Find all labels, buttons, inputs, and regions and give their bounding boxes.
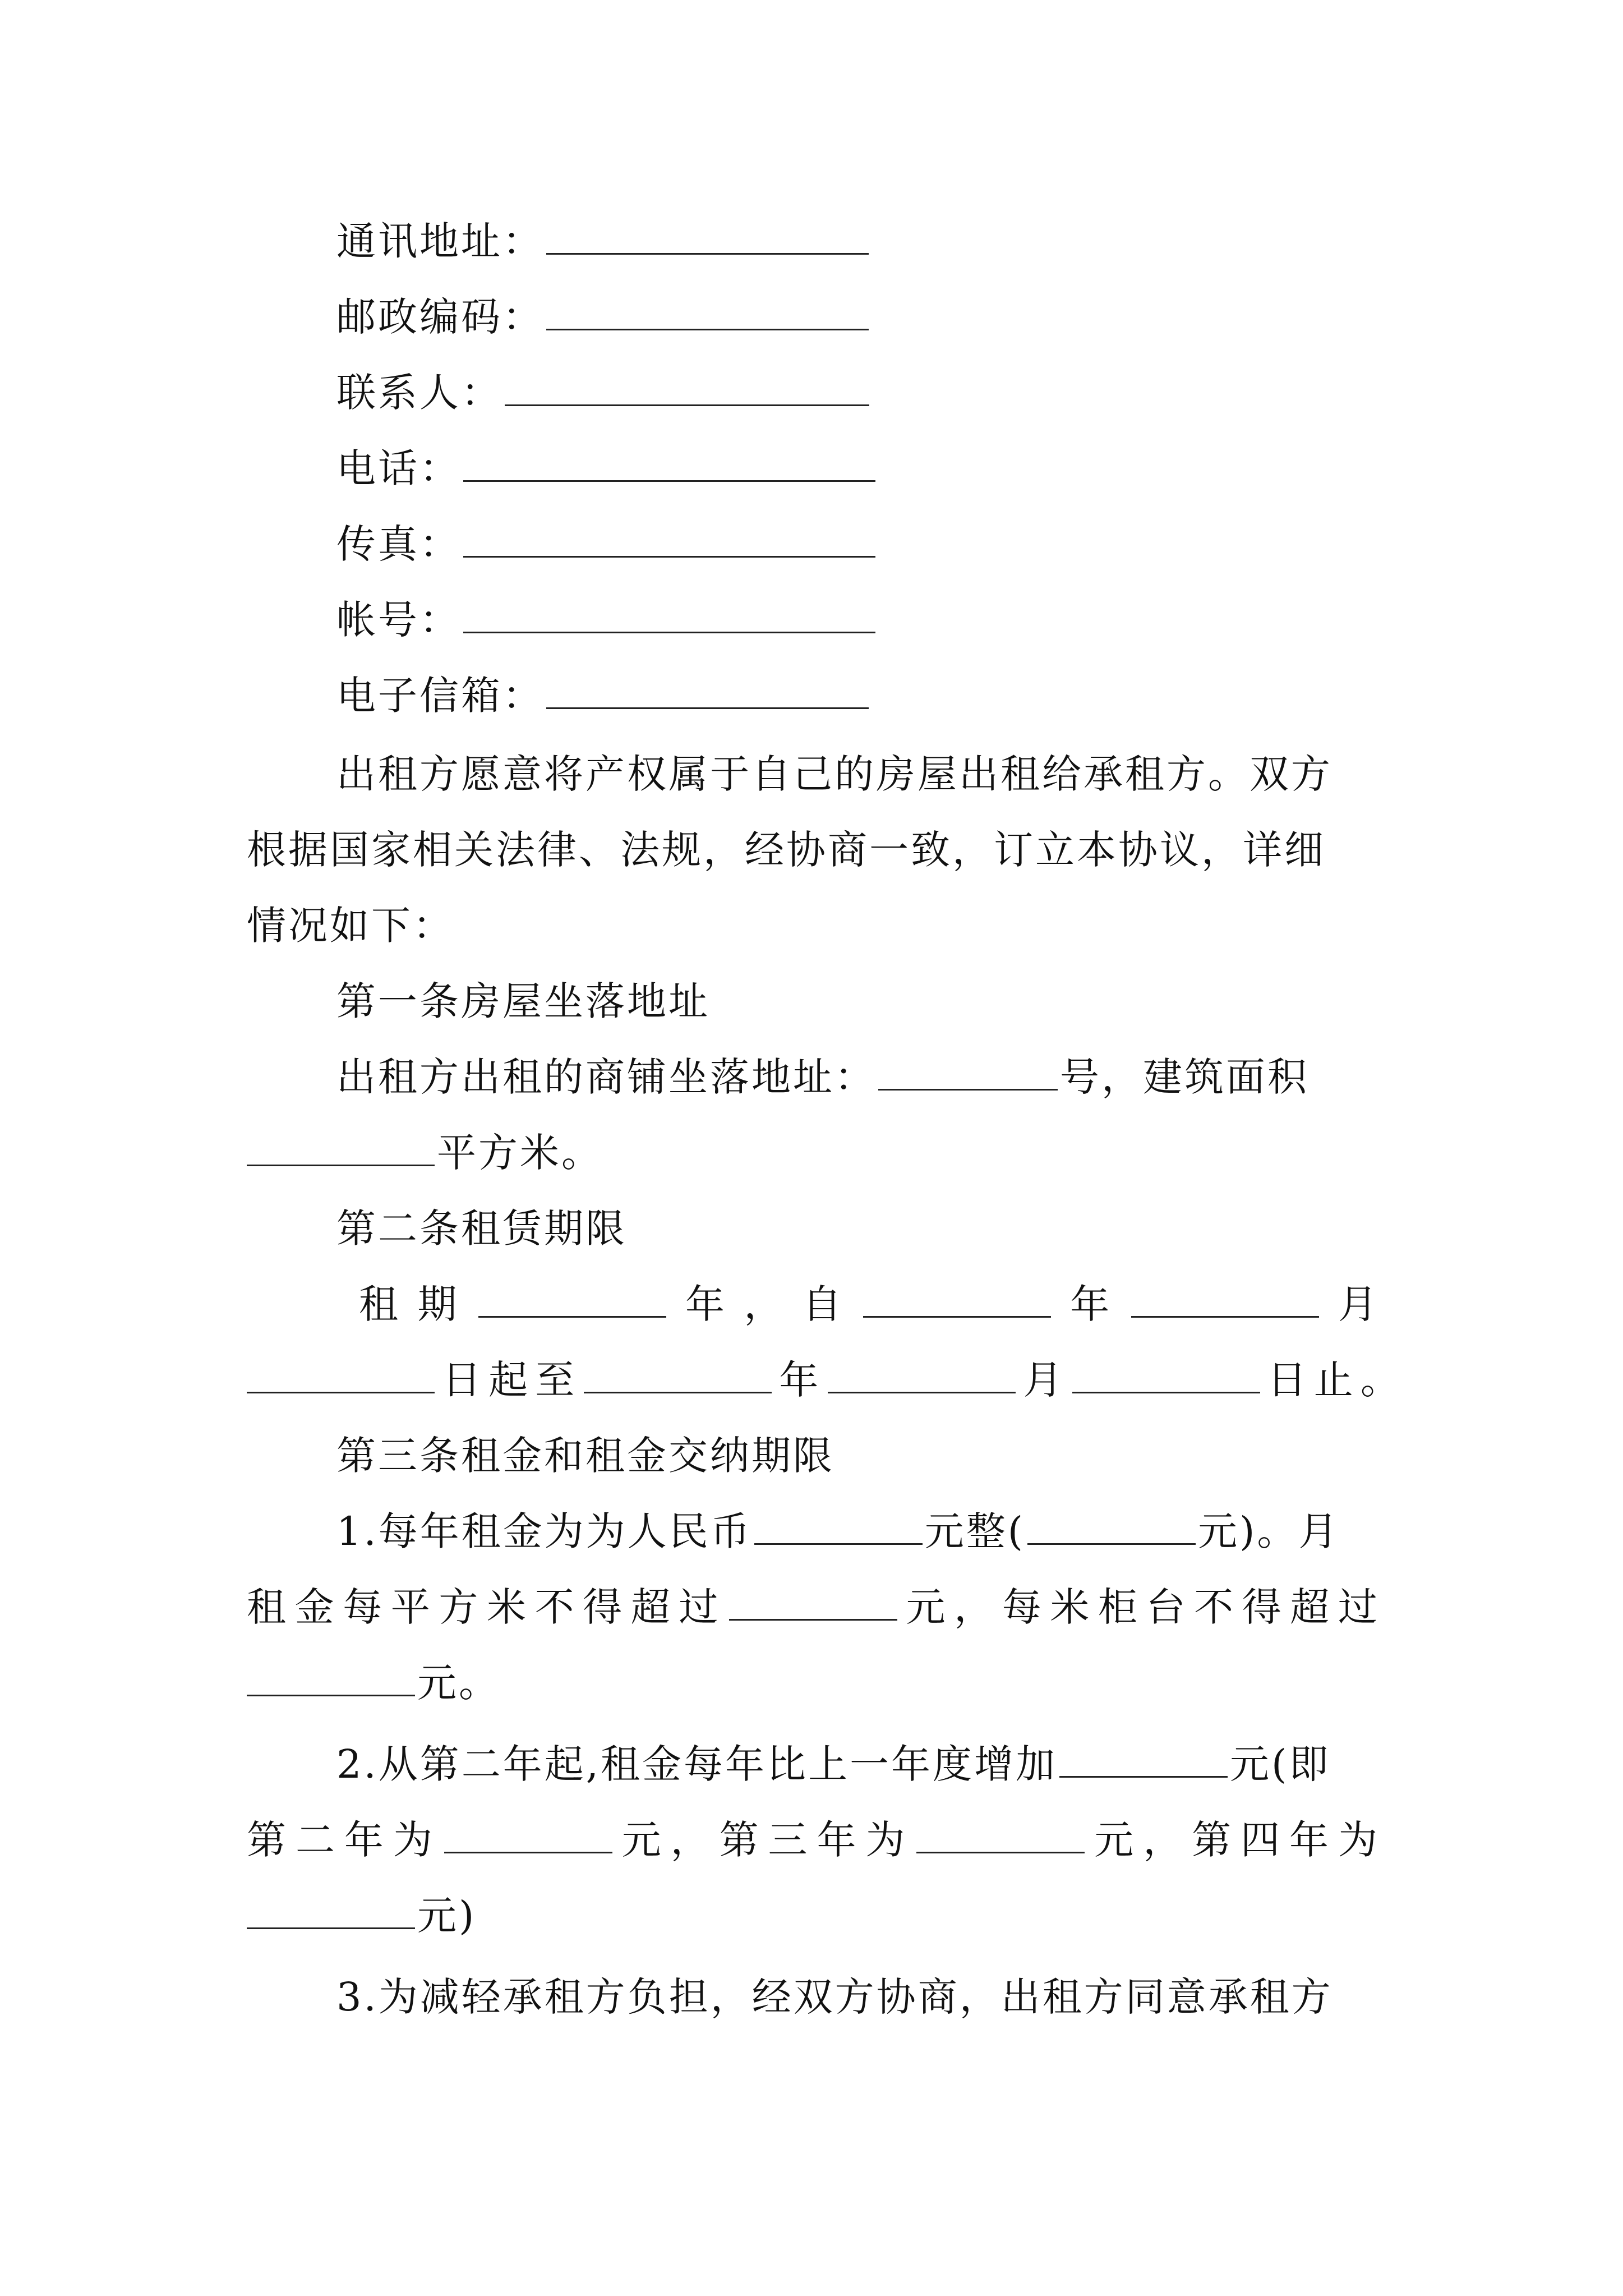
- annual-rent-figure-blank[interactable]: [1027, 1508, 1196, 1545]
- char: 年: [344, 1817, 386, 1863]
- char: 第: [1192, 1817, 1234, 1863]
- char: 元: [621, 1817, 663, 1863]
- start-year-unit: 年: [1070, 1281, 1112, 1327]
- intro-line-1: 出租方愿意将产权属于自己的房屋出租给承租方。双方: [336, 751, 1332, 797]
- fax-label: 传真：: [336, 521, 461, 567]
- char: 柜: [1098, 1584, 1140, 1630]
- email-blank[interactable]: [546, 673, 869, 709]
- article-1-line-2: [247, 1128, 1380, 1178]
- intro-line-3: 情况如下：: [247, 903, 454, 949]
- article-3-title: 第三条租金和租金交纳期限: [336, 1433, 834, 1479]
- start-zhi: 至: [535, 1357, 577, 1403]
- annual-rent-words-blank[interactable]: [754, 1508, 923, 1545]
- char: 租: [247, 1584, 288, 1630]
- email-field-row: [336, 670, 1380, 721]
- contact-blank[interactable]: [505, 370, 869, 406]
- end-period: 。: [1360, 1357, 1402, 1403]
- term-years-blank[interactable]: [478, 1281, 666, 1318]
- char: 元: [906, 1584, 948, 1630]
- account-blank[interactable]: [463, 597, 875, 633]
- char: ，: [954, 1584, 996, 1630]
- end-day-unit: 日: [1267, 1357, 1309, 1403]
- annual-rent-unit: 元整(: [924, 1508, 1026, 1554]
- phone-field-row: [336, 443, 1380, 494]
- end-day-blank[interactable]: [1072, 1357, 1260, 1393]
- start-month-blank[interactable]: [1131, 1281, 1319, 1318]
- article-3-item-3-line-1: 3.为减轻承租方负担，经双方协商，出租方同意承租方: [336, 1974, 1333, 2020]
- char: 每: [1002, 1584, 1044, 1630]
- account-label: 帐号：: [336, 597, 461, 643]
- phone-blank[interactable]: [463, 445, 875, 482]
- fax-blank[interactable]: [463, 521, 875, 558]
- end-year-unit: 年: [779, 1357, 821, 1403]
- term-year-unit: 年: [685, 1281, 727, 1327]
- char: 第: [719, 1817, 761, 1863]
- article-1-area-label: 号，建筑面积: [1060, 1054, 1309, 1100]
- address-label: 通讯地址：: [336, 218, 544, 264]
- article-1-line-1: [336, 1052, 1380, 1102]
- char: ，: [670, 1817, 712, 1863]
- char: 金: [294, 1584, 336, 1630]
- per-meter-counter-rent-blank[interactable]: [247, 1660, 415, 1696]
- article-1-address-label: 出租方出租的商铺坐落地址：: [336, 1054, 876, 1100]
- annual-rent-label: 1.每年租金为为人民币: [336, 1508, 752, 1554]
- start-month-unit: 月: [1338, 1281, 1380, 1327]
- char: 不: [534, 1584, 577, 1630]
- char: 元: [1094, 1817, 1136, 1863]
- char: 年: [1289, 1817, 1331, 1863]
- year-2-rent-blank[interactable]: [444, 1817, 612, 1853]
- char: 为: [865, 1817, 907, 1863]
- article-1-title: 第一条房屋坐落地址: [336, 978, 710, 1024]
- start-day-blank[interactable]: [247, 1357, 435, 1393]
- article-3-item-2-line-1: [336, 1739, 1380, 1789]
- article-2-line-1: [359, 1279, 1380, 1329]
- char: 米: [486, 1584, 528, 1630]
- intro-line-2: 根据国家相关法律、法规，经协商一致，订立本协议，详细: [247, 827, 1326, 873]
- article-3-item-1-line-3: [247, 1658, 1380, 1708]
- postcode-blank[interactable]: [546, 294, 869, 330]
- counter-rent-unit: 元。: [417, 1660, 500, 1706]
- contact-field-row: [336, 367, 1380, 418]
- address-field-row: [336, 216, 1380, 266]
- year-4-rent-unit: 元): [417, 1893, 477, 1939]
- yearly-increase-label: 2.从第二年起,租金每年比上一年度增加: [336, 1741, 1058, 1787]
- email-label: 电子信箱：: [336, 673, 544, 719]
- floor-area-blank[interactable]: [247, 1130, 435, 1166]
- article-1-unit: 平方米。: [437, 1130, 603, 1176]
- article-3-item-1-line-1: [336, 1506, 1380, 1557]
- contact-label: 联系人：: [336, 370, 502, 416]
- article-3-item-1-line-2: [247, 1582, 1380, 1632]
- yearly-increase-blank[interactable]: [1059, 1741, 1228, 1778]
- char: 得: [583, 1584, 625, 1630]
- char: 第: [247, 1817, 288, 1863]
- char: 方: [439, 1584, 481, 1630]
- address-blank[interactable]: [546, 218, 869, 255]
- start-day-unit: 日: [442, 1357, 484, 1403]
- term-label-1: 租: [359, 1281, 400, 1327]
- article-3-item-2-line-2: [247, 1815, 1380, 1865]
- char: 超: [630, 1584, 672, 1630]
- char: 三: [768, 1817, 810, 1863]
- postcode-field-row: [336, 292, 1380, 342]
- char: 米: [1050, 1584, 1092, 1630]
- char: ，: [1143, 1817, 1185, 1863]
- start-year-blank[interactable]: [863, 1281, 1051, 1318]
- char: 二: [295, 1817, 337, 1863]
- end-year-blank[interactable]: [584, 1357, 772, 1393]
- char: 超: [1290, 1584, 1332, 1630]
- term-from: 自: [802, 1281, 844, 1327]
- postcode-label: 邮政编码：: [336, 294, 544, 340]
- monthly-rent-label: 元)。月: [1198, 1508, 1340, 1554]
- term-comma: ，: [744, 1281, 786, 1327]
- year-4-rent-blank[interactable]: [247, 1893, 415, 1929]
- phone-label: 电话：: [336, 445, 461, 491]
- shop-address-blank[interactable]: [878, 1054, 1058, 1091]
- article-2-title: 第二条租赁期限: [336, 1205, 627, 1251]
- end-month-unit: 月: [1023, 1357, 1065, 1403]
- account-field-row: [336, 595, 1380, 645]
- end-month-blank[interactable]: [828, 1357, 1016, 1393]
- yearly-increase-unit: 元(即: [1230, 1741, 1331, 1787]
- char: 平: [390, 1584, 432, 1630]
- char: 台: [1146, 1584, 1188, 1630]
- char: 年: [817, 1817, 859, 1863]
- char: 四: [1241, 1817, 1283, 1863]
- end-stop: 止: [1313, 1357, 1355, 1403]
- start-qi: 起: [488, 1357, 531, 1403]
- char: 为: [393, 1817, 435, 1863]
- per-sqm-rent-blank[interactable]: [729, 1584, 897, 1621]
- year-3-rent-blank[interactable]: [916, 1817, 1085, 1853]
- char: 为: [1338, 1817, 1380, 1863]
- article-3-item-2-line-3: [247, 1890, 1380, 1941]
- term-label-2: 期: [417, 1281, 459, 1327]
- article-2-line-2: [247, 1355, 1402, 1405]
- fax-field-row: [336, 519, 1380, 569]
- char: 不: [1194, 1584, 1236, 1630]
- char: 过: [1338, 1584, 1380, 1630]
- char: 过: [679, 1584, 721, 1630]
- char: 每: [343, 1584, 385, 1630]
- char: 得: [1242, 1584, 1284, 1630]
